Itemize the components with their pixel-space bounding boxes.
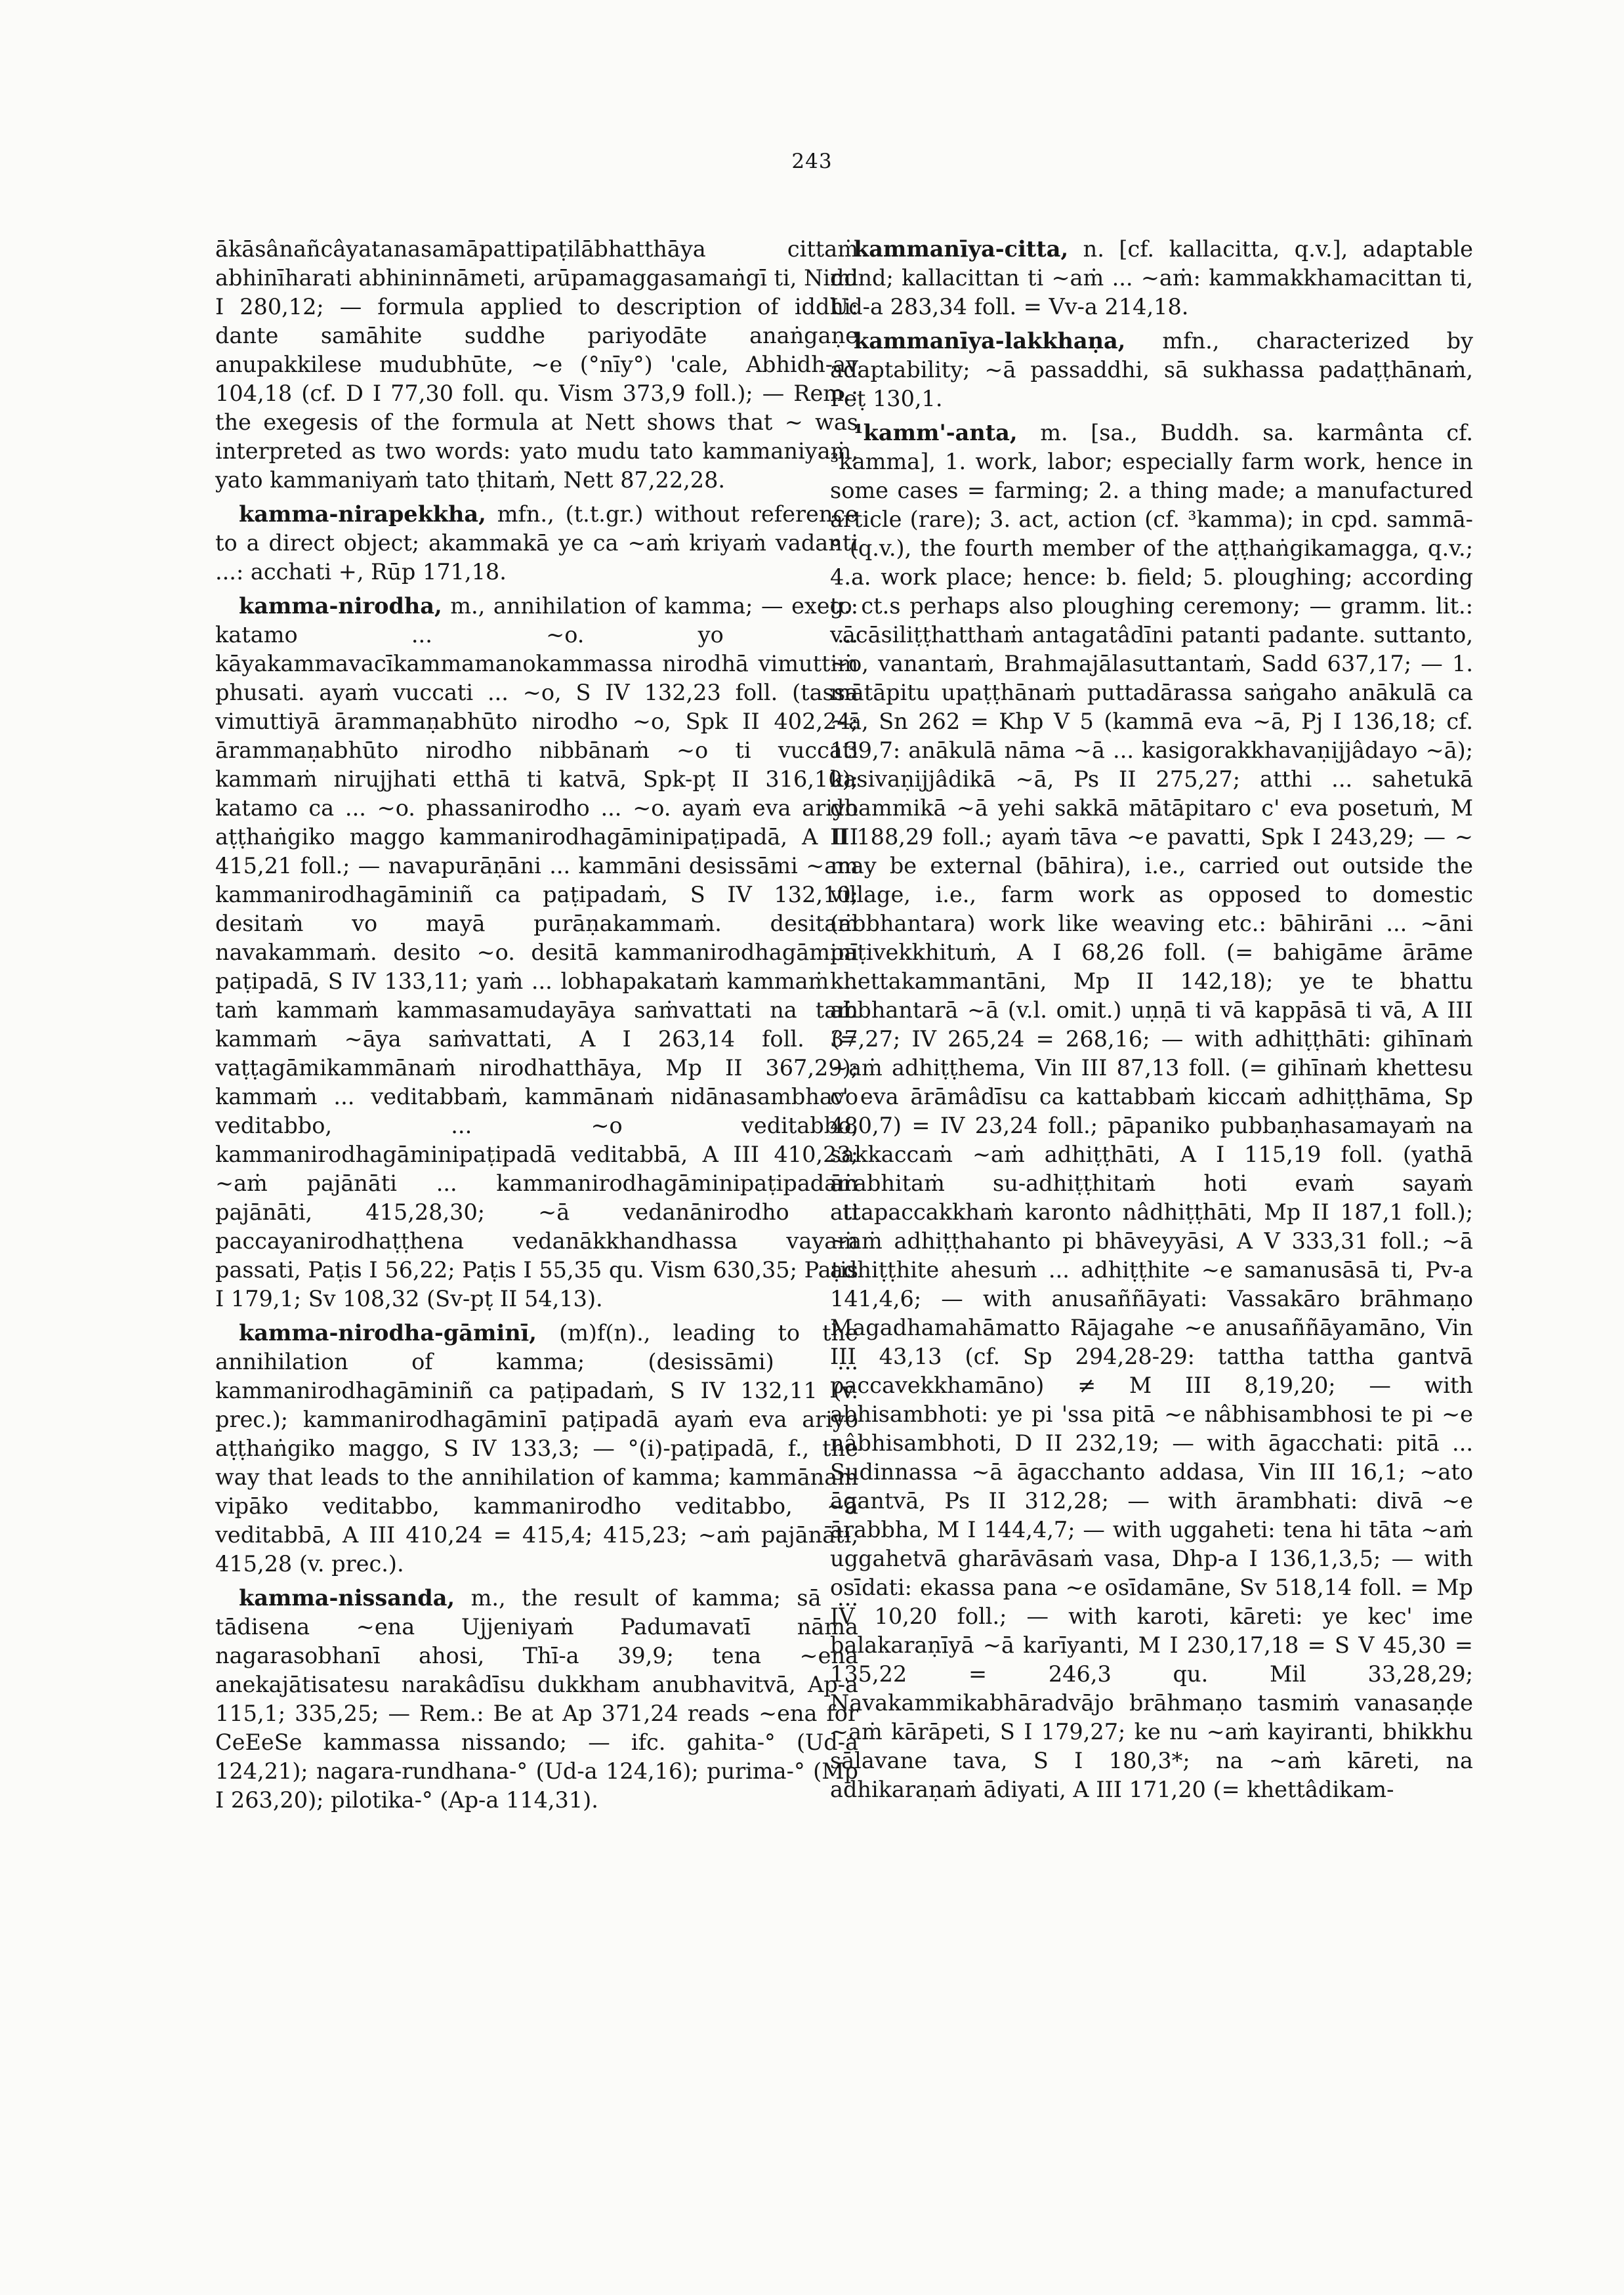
entry-text: n. [cf. kallacitta, q.v.], adaptable mind; kallacittan ti ~aṁ ... ~aṁ: kammakkhamacittan ti, Ud-a 283,34 foll. = Vv-a 214,18. bbox=[830, 236, 1473, 320]
entry-text: m., the result of kamma; sā ... tādisena ~ena Ujjeniyaṁ Padumavatī nāma nagarasobhanī ahosi, Thī-a 39,9; tena ~ena anekajātisatesu narakâdīsu dukkham anubhavitvā, Ap-a 115,1; 335,25; — Rem.: Be at Ap 371,24 reads ~ena for CeEeSe kammassa nissando; — ifc. gahita-° (Ud-a 124,21); nagara-rundhana-° (Ud-a 124,16); purima-° (Mp I 263,20); pilotika-° (Ap-a 114,31). bbox=[215, 1585, 858, 1813]
entry-text: (m)f(n)., leading to the annihilation of kamma; (desissāmi) ... kammanirodhagāminiñ ca paṭipadaṁ, S IV 132,11 (v. prec.); kammanirodhagāminī paṭipadā ayaṁ eva ariyo aṭṭhaṅgiko maggo, S IV 133,3; — °(i)-paṭipadā, f., the way that leads to the annihilation of kamma; kammānaṁ vipāko veditabbo, kammanirodho veditabbo, ~ā veditabbā, A III 410,24 = 415,4; 415,23; ~aṁ pajānāti, 415,28 (v. prec.). bbox=[215, 1320, 858, 1577]
dictionary-entry bbox=[215, 1319, 858, 1579]
page-number: 243 bbox=[791, 150, 833, 173]
entry-headword: kamma-nirodha, bbox=[239, 593, 442, 619]
dictionary-entry bbox=[215, 1584, 858, 1815]
dictionary-entry bbox=[830, 419, 1473, 1804]
dictionary-entry bbox=[830, 327, 1473, 413]
dictionary-entry bbox=[215, 592, 858, 1313]
entry-headword: kammanīya-lakkhaṇa, bbox=[854, 328, 1126, 354]
entry-text: ākāsânañcâyatanasamāpattipaṭilābhatthāya cittaṁ abhinīharati abhininnāmeti, arūpamaggasamaṅgī ti, Nidd I 280,12; — formula applied to description of iddhi: dante samāhite suddhe pariyodāte anaṅgaṇe anupakkilese mudubhūte, ~e (°nīy°) 'cale, Abhidh-av 104,18 (cf. D I 77,30 foll. qu. Vism 373,9 foll.); — Rem.: the exegesis of the formula at Nett shows that ~ was interpreted as two words: yato mudu tato kammaniyaṁ, yato kammaniyaṁ tato ṭhitaṁ, Nett 87,22,28. bbox=[215, 236, 858, 493]
dictionary-entry bbox=[830, 235, 1473, 321]
entry-headword: kamma-nissanda, bbox=[239, 1585, 455, 1611]
entry-headword: kammanīya-citta, bbox=[854, 236, 1069, 262]
left-column bbox=[215, 235, 858, 1820]
dictionary-entry bbox=[215, 500, 858, 587]
dictionary-entry bbox=[215, 235, 858, 495]
entry-headword: kamma-nirapekkha, bbox=[239, 501, 486, 527]
entry-headword: ¹kamm'-anta, bbox=[854, 420, 1018, 445]
entry-text: m., annihilation of kamma; — exeg.: katamo ... ~o. yo ... kāyakammavacīkammamanokammassa nirodhā vimuttiṁ phusati. ayaṁ vuccati ... ~o, S IV 132,23 foll. (tassa vimuttiyā ārammaṇabhūto nirodho ~o, Spk II 402,24; ārammaṇabhūto nirodho nibbānaṁ ~o ti vuccati kammaṁ nirujjhati etthā ti katvā, Spk-pṭ II 316,10); katamo ca ... ~o. phassanirodho ... ~o. ayaṁ eva ariyo aṭṭhaṅgiko maggo kammanirodhagāminipaṭipadā, A III 415,21 foll.; — navapurāṇāni ... kammāni desissāmi ~am kammanirodhagāminiñ ca paṭipadaṁ, S IV 132,10; desitaṁ vo mayā purāṇakammaṁ. desitaṁ navakammaṁ. desito ~o. desitā kammanirodhagāminī paṭipadā, S IV 133,11; yaṁ ... lobhapakataṁ kammaṁ ... taṁ kammaṁ kammasamudayāya saṁvattati na taṁ kammaṁ ~āya saṁvattati, A I 263,14 foll. (= vaṭṭagāmikammānaṁ nirodhatthāya, Mp II 367,29); kammaṁ ... veditabbaṁ, kammānaṁ nidānasambhavo veditabbo, ... ~o veditabbo, kammanirodhagāminipaṭipadā veditabbā, A III 410,23; ~aṁ pajānāti ... kammanirodhagāminipaṭipadaṁ pajānāti, 415,28,30; ~ā vedanānirodho ti paccayanirodhaṭṭhena vedanākkhandhassa vayaṁ passati, Paṭis I 56,22; Paṭis I 55,35 qu. Vism 630,35; Paṭis I 179,1; Sv 108,32 (Sv-pṭ II 54,13). bbox=[215, 593, 858, 1312]
entry-text: mfn., characterized by adaptability; ~ā passaddhi, sā sukhassa padaṭṭhānaṁ, Peṭ 130,1. bbox=[830, 328, 1473, 411]
entry-text: mfn., (t.t.gr.) without reference to a direct object; akammakā ye ca ~aṁ kriyaṁ vadanti ...: acchati +, Rūp 171,18. bbox=[215, 501, 858, 585]
entry-text: m. [sa., Buddh. sa. karmânta cf. ³kamma], 1. work, labor; especially farm work, hence in some cases = farming; 2. a thing made; a manufactured article (rare); 3. act, action (cf. ³kamma); in cpd. sammā-° (q.v.), the fourth member of the aṭṭhaṅgikamagga, q.v.; 4.a. work place; hence: b. field; 5. ploughing; according to ct.s perhaps also ploughing ceremony; — gramm. lit.: vācāsiliṭṭhatthaṁ antagatâdīni patanti padante. suttanto, ~o, vanantaṁ, Brahmajālasuttantaṁ, Sadd 637,17; — 1. mātāpitu upaṭṭhānaṁ puttadārassa saṅgaho anākulā ca ~ā, Sn 262 = Khp V 5 (kammā eva ~ā, Pj I 136,18; cf. 139,7: anākulā nāma ~ā ... kasigorakkhavaṇijjâdayo ~ā); kasivaṇijjâdikā ~ā, Ps II 275,27; atthi ... sahetukā dhammikā ~ā yehi sakkā mātāpitaro c' eva posetuṁ, M II 188,29 foll.; ayaṁ tāva ~e pavatti, Spk I 243,29; — ~ may be external (bāhira), i.e., carried out outside the village, i.e., farm work as opposed to domestic (abbhantara) work like weaving etc.: bāhirāni ... ~āni paṭivekkhituṁ, A I 68,26 foll. (= bahigāme ārāme khettakammantāni, Mp II 142,18); ye te bhattu abbhantarā ~ā (v.l. omit.) uṇṇā ti vā kappāsā ti vā, A III 37,27; IV 265,24 = 268,16; — with adhiṭṭhāti: gihīnaṁ ~aṁ adhiṭṭhema, Vin III 87,13 foll. (= gihīnaṁ khettesu c' eva ārāmâdīsu ca kattabbaṁ kiccaṁ adhiṭṭhāma, Sp 480,7) = IV 23,24 foll.; pāpaniko pubbaṇhasamayaṁ na sakkaccaṁ ~aṁ adhiṭṭhāti, A I 115,19 foll. (yathā ārabhitaṁ su-adhiṭṭhitaṁ hoti evaṁ sayaṁ attapaccakkhaṁ karonto nâdhiṭṭhāti, Mp II 187,1 foll.); ~aṁ adhiṭṭhahanto pi bhāveyyāsi, A V 333,31 foll.; ~ā adhiṭṭhite ahesuṁ ... adhiṭṭhite ~e samanusāsā ti, Pv-a 141,4,6; — with anusaññāyati: Vassakāro brāhmaṇo Magadhamahāmatto Rājagahe ~e anusaññāyamāno, Vin III 43,13 (cf. Sp 294,28-29: tattha tattha gantvā paccavekkhamāno) ≠ M III 8,19,20; — with abhisambhoti: ye pi 'ssa pitā ~e nâbhisambhosi te pi ~e nâbhisambhoti, D II 232,19; — with āgacchati: pitā ... Sudinnassa ~ā āgacchanto addasa, Vin III 16,1; ~ato āgantvā, Ps II 312,28; — with ārambhati: divā ~e ārabbha, M I 144,4,7; — with uggaheti: tena hi tāta ~aṁ uggahetvā gharāvāsaṁ vasa, Dhp-a I 136,1,3,5; — with osīdati: ekassa pana ~e osīdamāne, Sv 518,14 foll. = Mp IV 10,20 foll.; — with karoti, kāreti: ye kec' ime balakaraṇīyā ~ā karīyanti, M I 230,17,18 = S V 45,30 = 135,22 = 246,3 qu. Mil 33,28,29; Navakammikabhāradvājo brāhmaṇo tasmiṁ vanasaṇḍe ~aṁ kārāpeti, S I 179,27; ke nu ~aṁ kayiranti, bhikkhu sālavane tava, S I 180,3*; na ~aṁ kāreti, na adhikaraṇaṁ ādiyati, A III 171,20 (= khettâdikam- bbox=[830, 420, 1473, 1802]
right-column bbox=[830, 235, 1473, 1809]
entry-headword: kamma-nirodha-gāminī, bbox=[239, 1320, 537, 1346]
